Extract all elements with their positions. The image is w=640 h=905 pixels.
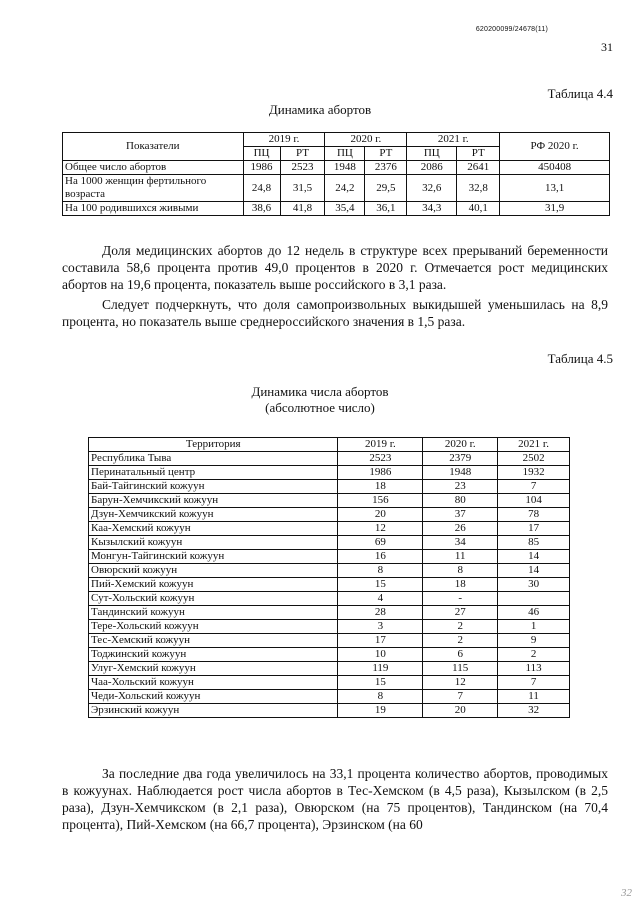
header-year: 2021 г. (498, 438, 570, 452)
table-cell: 37 (423, 508, 498, 522)
table-4-5-label: Таблица 4.5 (547, 351, 613, 366)
table-cell: 11 (423, 550, 498, 564)
table-cell: 115 (423, 662, 498, 676)
table-cell: 20 (338, 508, 423, 522)
table-row (89, 508, 570, 522)
table-cell: 17 (498, 522, 570, 536)
territory-name: Улуг-Хемский кожуун (89, 662, 338, 676)
subheader-rt: РТ (365, 147, 407, 161)
table-cell: 1986 (243, 161, 280, 175)
table-cell: 2086 (407, 161, 457, 175)
table-cell: 15 (338, 676, 423, 690)
subheader-pc: ПЦ (325, 147, 365, 161)
table-cell: 18 (423, 578, 498, 592)
territory-name: Чаа-Хольский кожуун (89, 676, 338, 690)
table-cell: 40,1 (457, 202, 500, 216)
table-cell: 12 (423, 676, 498, 690)
table-cell: 46 (498, 606, 570, 620)
subheader-rt: РТ (457, 147, 500, 161)
territory-name: Тоджинский кожуун (89, 648, 338, 662)
table-cell: 1986 (338, 466, 423, 480)
table-row (89, 606, 570, 620)
table-cell: 2376 (365, 161, 407, 175)
table-cell: 1948 (423, 466, 498, 480)
table-cell: 3 (338, 620, 423, 634)
table-row (89, 480, 570, 494)
table-cell: 15 (338, 578, 423, 592)
table-cell: 69 (338, 536, 423, 550)
table-cell: 23 (423, 480, 498, 494)
table-cell: 41,8 (280, 202, 325, 216)
paragraph-1: Доля медицинских абортов до 12 недель в структуре всех прерываний беременности составила 58,6 процента против 49,0 процентов в 2020 г. Отмечается рост медицинских абортов на 19,6 процента, показатель выше российского в 3,1 раза. (62, 243, 608, 292)
paragraph-3: За последние два года увеличилось на 33,1 процента количество абортов, проводимых в кожуунах. Наблюдается рост числа абортов в Тес-Хемском (в 4,5 раза), Кызылском (в 2,5 раза), Дзун-Хемчикском (в 2,1 раза), Овюрском (на 75 процентов), Тандинском (на 70,4 процента), Пий-Хемском (на 66,7 процента), Эрзинском (на 60 (62, 766, 608, 832)
table-cell: - (423, 592, 498, 606)
table-cell: 10 (338, 648, 423, 662)
table-row (89, 662, 570, 676)
territory-name: Республика Тыва (89, 452, 338, 466)
row-label: На 1000 женщин фертильного возраста (63, 175, 244, 202)
table-cell: 156 (338, 494, 423, 508)
territory-name: Барун-Хемчикский кожуун (89, 494, 338, 508)
territory-name: Тес-Хемский кожуун (89, 634, 338, 648)
table-row (63, 175, 610, 202)
header-year: 2021 г. (407, 133, 500, 147)
table-header-row (63, 133, 610, 147)
territory-name: Каа-Хемский кожуун (89, 522, 338, 536)
table-cell: 24,8 (243, 175, 280, 202)
territory-name: Кызылский кожуун (89, 536, 338, 550)
table-cell: 6 (423, 648, 498, 662)
table-cell: 2 (498, 648, 570, 662)
table-cell: 8 (423, 564, 498, 578)
header-year: 2019 г. (243, 133, 325, 147)
table-cell: 113 (498, 662, 570, 676)
table-cell: 16 (338, 550, 423, 564)
table-cell: 31,9 (500, 202, 610, 216)
table-cell: 29,5 (365, 175, 407, 202)
table-cell: 30 (498, 578, 570, 592)
table-row (89, 592, 570, 606)
table-cell: 2641 (457, 161, 500, 175)
row-label: Общее число абортов (63, 161, 244, 175)
table-cell: 450408 (500, 161, 610, 175)
table-row (89, 452, 570, 466)
territory-name: Сут-Хольский кожуун (89, 592, 338, 606)
header-territory: Территория (89, 438, 338, 452)
table-cell: 12 (338, 522, 423, 536)
territory-name: Дзун-Хемчикский кожуун (89, 508, 338, 522)
table-cell: 1 (498, 620, 570, 634)
table-row (89, 648, 570, 662)
table-cell: 85 (498, 536, 570, 550)
table-4-4-label: Таблица 4.4 (547, 86, 613, 101)
table-cell: 34 (423, 536, 498, 550)
table-row (89, 522, 570, 536)
table-cell: 36,1 (365, 202, 407, 216)
table-row (89, 550, 570, 564)
header-rf: РФ 2020 г. (500, 133, 610, 161)
table-4-5 (88, 437, 570, 718)
table-4-5-body (89, 452, 570, 718)
table-cell: 2523 (280, 161, 325, 175)
table-row (89, 690, 570, 704)
table-4-4-body (63, 161, 610, 216)
table-cell: 13,1 (500, 175, 610, 202)
table-row (89, 494, 570, 508)
table-cell: 78 (498, 508, 570, 522)
table-4-5-subtitle: (абсолютное число) (265, 400, 375, 415)
territory-name: Монгун-Тайгинский кожуун (89, 550, 338, 564)
table-header-row (89, 438, 570, 452)
page-number: 31 (601, 40, 613, 54)
table-cell: 7 (423, 690, 498, 704)
table-cell: 32 (498, 704, 570, 718)
table-4-4 (62, 132, 610, 216)
territory-name: Бай-Тайгинский кожуун (89, 480, 338, 494)
table-cell: 119 (338, 662, 423, 676)
header-year: 2019 г. (338, 438, 423, 452)
table-cell: 28 (338, 606, 423, 620)
header-year: 2020 г. (325, 133, 407, 147)
table-row (89, 620, 570, 634)
subheader-pc: ПЦ (243, 147, 280, 161)
paragraph-2: Следует подчеркнуть, что доля самопроизвольных выкидышей уменьшилась на 8,9 процента, но показатель выше среднероссийского значения в 1,5 раза. (62, 297, 608, 329)
row-label: На 100 родившихся живыми (63, 202, 244, 216)
table-cell: 35,4 (325, 202, 365, 216)
territory-name: Тандинский кожуун (89, 606, 338, 620)
table-cell: 80 (423, 494, 498, 508)
table-row (89, 634, 570, 648)
subheader-rt: РТ (280, 147, 325, 161)
table-cell: 17 (338, 634, 423, 648)
table-row (89, 564, 570, 578)
table-cell: 14 (498, 564, 570, 578)
table-cell: 1948 (325, 161, 365, 175)
table-cell: 38,6 (243, 202, 280, 216)
table-4-5-title: Динамика числа абортов (251, 384, 389, 399)
table-cell: 2 (423, 634, 498, 648)
table-cell: 2502 (498, 452, 570, 466)
table-row (63, 161, 610, 175)
table-cell: 2379 (423, 452, 498, 466)
territory-name: Пий-Хемский кожуун (89, 578, 338, 592)
table-cell: 11 (498, 690, 570, 704)
table-row (63, 202, 610, 216)
table-cell: 7 (498, 480, 570, 494)
table-cell: 32,8 (457, 175, 500, 202)
subheader-pc: ПЦ (407, 147, 457, 161)
table-cell: 19 (338, 704, 423, 718)
table-row (89, 578, 570, 592)
table-cell: 24,2 (325, 175, 365, 202)
table-cell: 8 (338, 690, 423, 704)
table-cell: 32,6 (407, 175, 457, 202)
territory-name: Перинатальный центр (89, 466, 338, 480)
table-cell: 18 (338, 480, 423, 494)
table-cell: 31,5 (280, 175, 325, 202)
territory-name: Чеди-Хольский кожуун (89, 690, 338, 704)
table-row (89, 704, 570, 718)
territory-name: Овюрский кожуун (89, 564, 338, 578)
table-cell: 20 (423, 704, 498, 718)
table-row (89, 676, 570, 690)
table-cell: 27 (423, 606, 498, 620)
table-row (89, 466, 570, 480)
table-cell: 104 (498, 494, 570, 508)
footer-mark: 32 (621, 887, 632, 899)
territory-name: Тере-Хольский кожуун (89, 620, 338, 634)
table-cell (498, 592, 570, 606)
table-4-4-title: Динамика абортов (268, 102, 372, 117)
table-cell: 2523 (338, 452, 423, 466)
table-cell: 26 (423, 522, 498, 536)
table-cell: 7 (498, 676, 570, 690)
table-row (89, 536, 570, 550)
territory-name: Эрзинский кожуун (89, 704, 338, 718)
header-year: 2020 г. (423, 438, 498, 452)
table-cell: 4 (338, 592, 423, 606)
document-id: 620200099/24678(11) (475, 26, 548, 33)
table-cell: 2 (423, 620, 498, 634)
table-cell: 34,3 (407, 202, 457, 216)
table-cell: 9 (498, 634, 570, 648)
table-cell: 8 (338, 564, 423, 578)
table-cell: 1932 (498, 466, 570, 480)
table-cell: 14 (498, 550, 570, 564)
header-indicators: Показатели (63, 133, 244, 161)
